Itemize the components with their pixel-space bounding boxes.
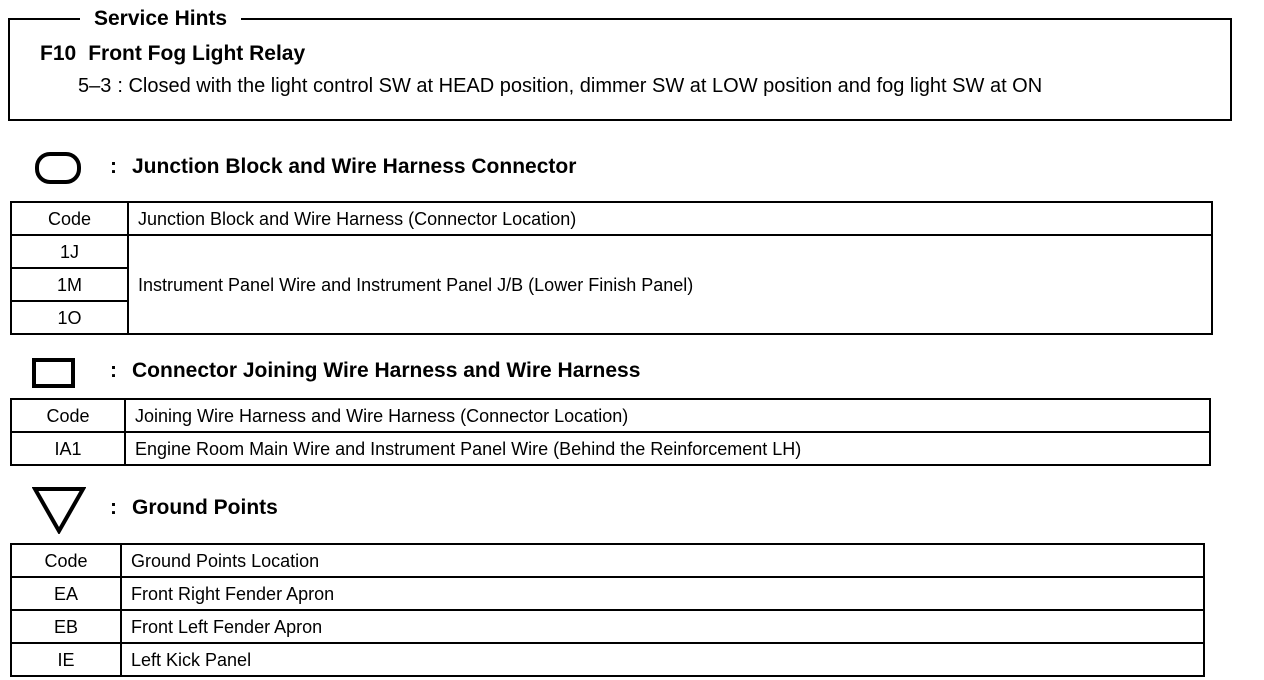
- down-triangle-icon: [32, 486, 86, 534]
- junction-block-heading: [110, 154, 576, 180]
- relay-code: F10: [40, 42, 77, 65]
- location-header: Junction Block and Wire Harness (Connector Location): [128, 202, 1212, 235]
- code-header: Code: [11, 544, 121, 577]
- location-header: Ground Points Location: [121, 544, 1204, 577]
- location-cell: Instrument Panel Wire and Instrument Panel J/B (Lower Finish Panel): [128, 235, 1212, 334]
- code-cell: EB: [11, 610, 121, 643]
- location-cell: Front Left Fender Apron: [121, 610, 1204, 643]
- table-header-row: [11, 544, 1204, 577]
- relay-heading: [40, 41, 305, 67]
- table-row: [11, 643, 1204, 676]
- connector-joining-colon: :: [110, 359, 117, 382]
- connector-joining-heading: [110, 358, 640, 384]
- service-hints-box: [8, 18, 1232, 121]
- junction-block-title: Junction Block and Wire Harness Connector: [132, 155, 577, 178]
- code-header: Code: [11, 202, 128, 235]
- code-cell: 1M: [11, 268, 128, 301]
- rounded-rect-icon: [34, 150, 82, 186]
- location-header: Joining Wire Harness and Wire Harness (Connector Location): [125, 399, 1210, 432]
- code-cell: IA1: [11, 432, 125, 465]
- junction-block-colon: :: [110, 155, 117, 178]
- table-header-row: [11, 202, 1212, 235]
- rectangle-icon: [32, 357, 76, 389]
- table-row: [11, 235, 1212, 268]
- code-cell: EA: [11, 577, 121, 610]
- hint-line: [78, 73, 1042, 99]
- junction-block-table: [10, 201, 1213, 335]
- ground-points-heading: [110, 495, 278, 521]
- table-row: [11, 610, 1204, 643]
- code-cell: 1J: [11, 235, 128, 268]
- connector-joining-table: [10, 398, 1211, 466]
- connector-joining-title: Connector Joining Wire Harness and Wire Harness: [132, 359, 641, 382]
- ground-points-colon: :: [110, 496, 117, 519]
- hint-text: : Closed with the light control SW at HEAD position, dimmer SW at LOW position and fog light SW at ON: [117, 75, 1043, 97]
- location-cell: Front Right Fender Apron: [121, 577, 1204, 610]
- ground-points-table: [10, 543, 1205, 677]
- code-cell: IE: [11, 643, 121, 676]
- service-hints-title: Service Hints: [80, 6, 241, 32]
- table-row: [11, 577, 1204, 610]
- table-row: [11, 432, 1210, 465]
- ground-points-title: Ground Points: [132, 496, 278, 519]
- code-header: Code: [11, 399, 125, 432]
- location-cell: Left Kick Panel: [121, 643, 1204, 676]
- code-cell: 1O: [11, 301, 128, 334]
- table-header-row: [11, 399, 1210, 432]
- location-cell: Engine Room Main Wire and Instrument Panel Wire (Behind the Reinforcement LH): [125, 432, 1210, 465]
- relay-name: Front Fog Light Relay: [88, 42, 306, 65]
- hint-pins: 5–3: [78, 75, 112, 97]
